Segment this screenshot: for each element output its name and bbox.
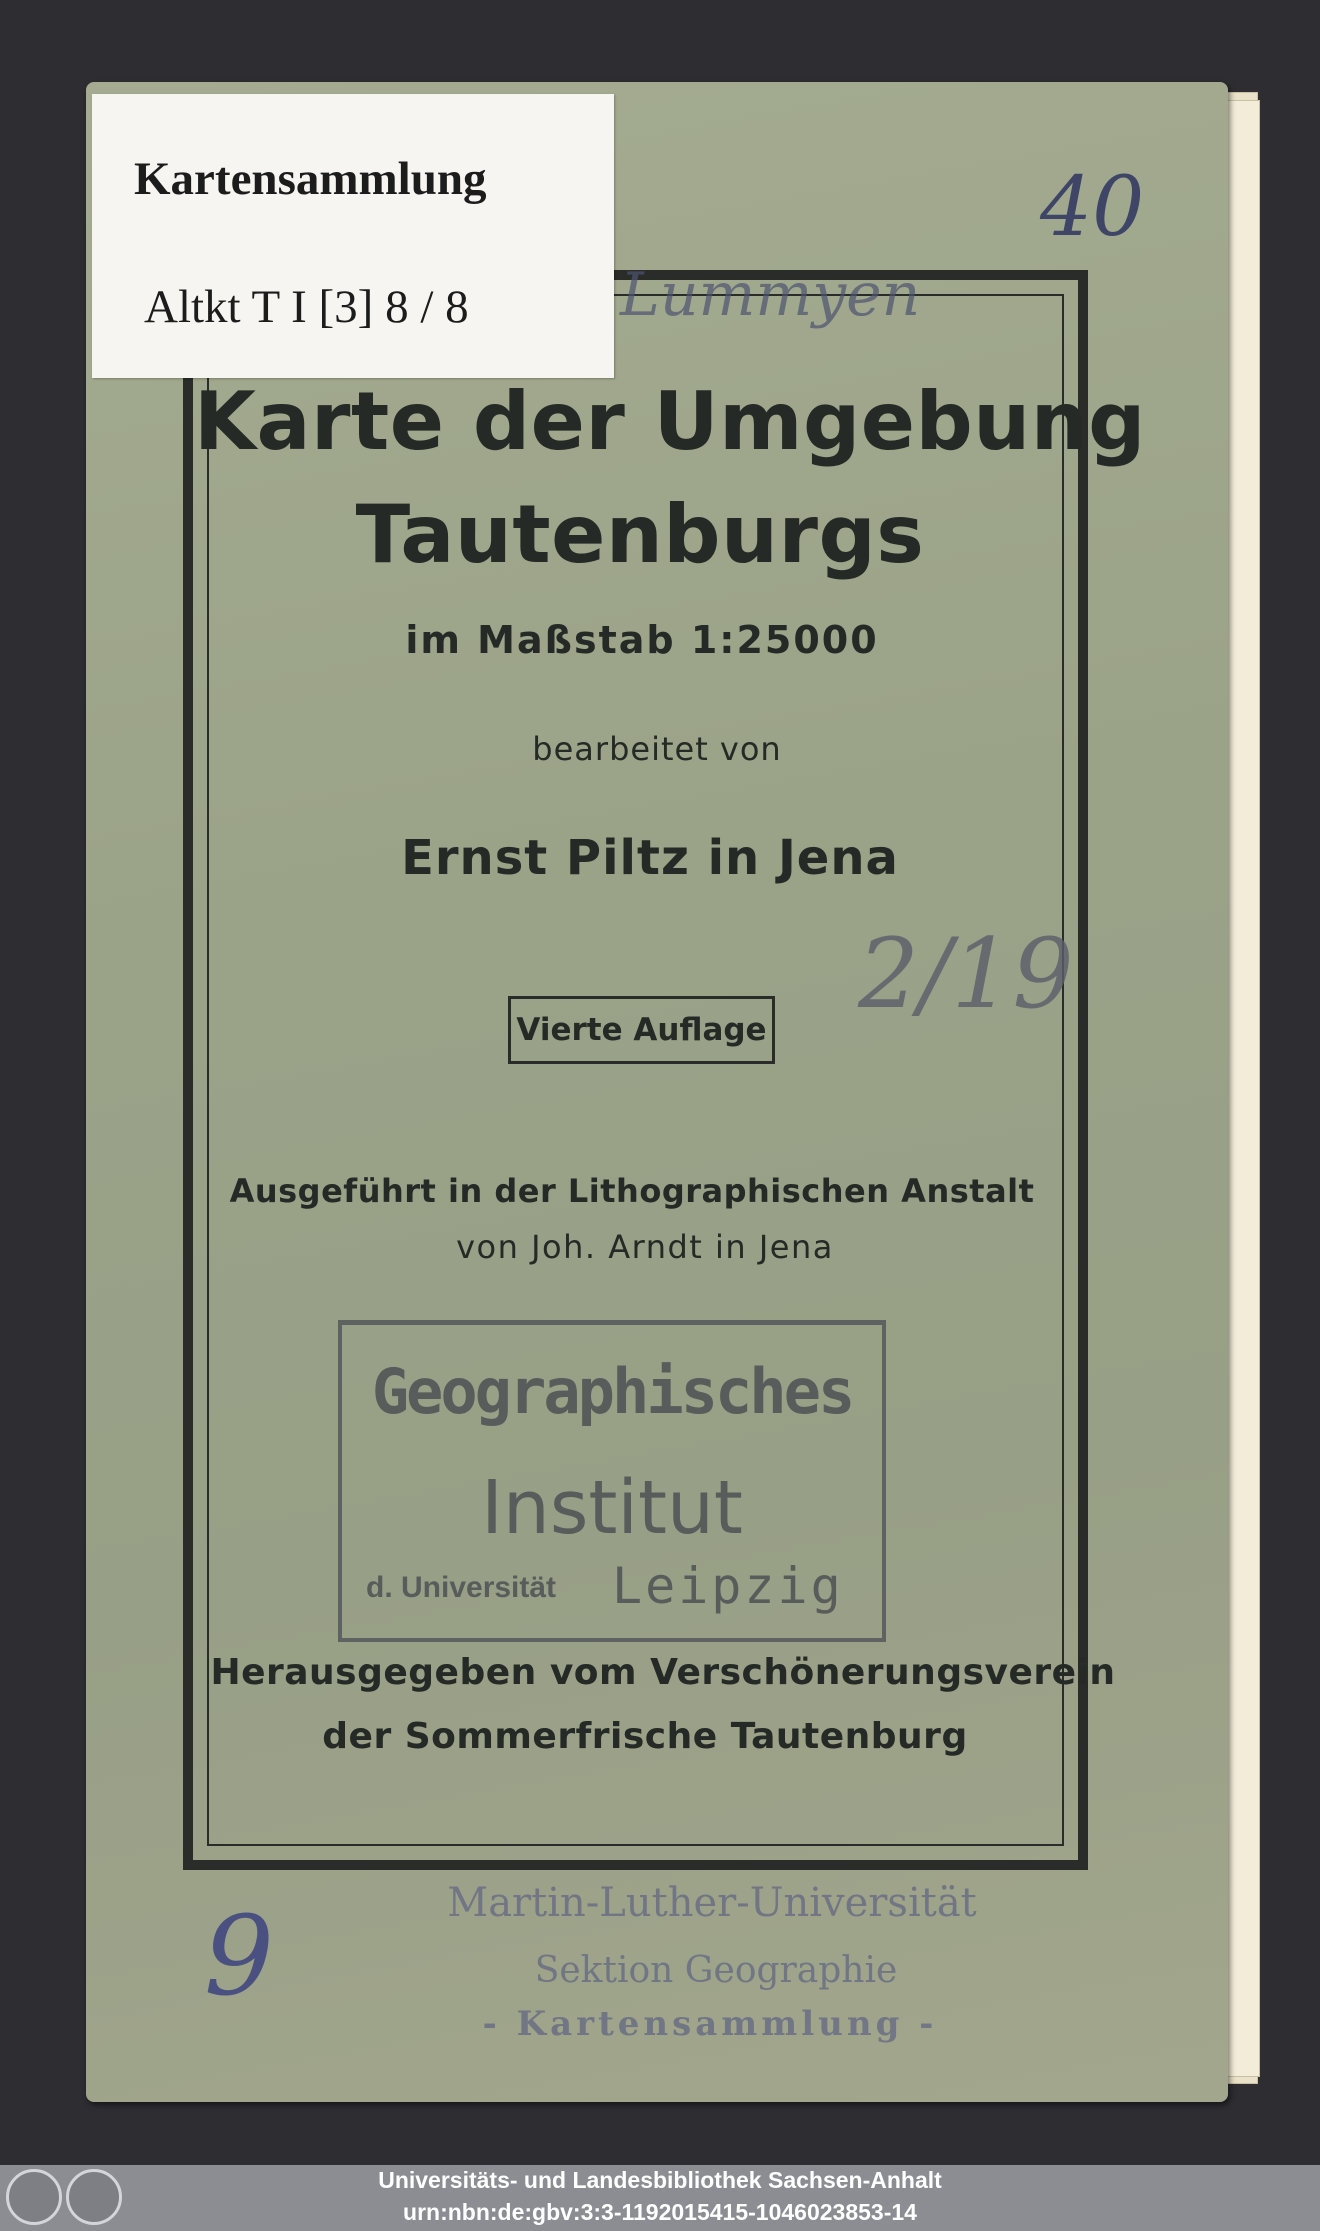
title-line-1: Karte der Umgebung (194, 375, 1146, 468)
institute-stamp-line-4: Leipzig (612, 1557, 844, 1615)
handwritten-number-top: 40 (1040, 160, 1145, 255)
university-stamp-line-2: Sektion Geographie (534, 1950, 898, 1991)
printer-line-1: Ausgeführt in der Lithographischen Anstalt (229, 1172, 1035, 1210)
university-stamp-line-1: Martin-Luther-Universität (447, 1880, 977, 1926)
title-line-2: Tautenburgs (355, 488, 925, 581)
handwritten-name: Lummyen (620, 260, 921, 330)
collection-label-signature: Altkt T I [3] 8 / 8 (144, 281, 469, 333)
edited-by-text: bearbeitet von (532, 730, 782, 768)
author-text: Ernst Piltz in Jena (401, 830, 899, 886)
handwritten-fraction: 2/19 (858, 918, 1074, 1030)
university-stamp-line-3: - Kartensammlung - (482, 2004, 938, 2044)
scale-text: im Maßstab 1:25000 (405, 618, 879, 662)
institute-stamp-line-3: d. Universität (366, 1571, 557, 1604)
library-footer (0, 2165, 1320, 2231)
footer-urn: urn:nbn:de:gbv:3:3-1192015415-1046023853-14 (403, 2199, 917, 2225)
publisher-line-2: der Sommerfrische Tautenburg (322, 1716, 968, 1757)
institute-stamp-line-2: Institut (481, 1465, 743, 1551)
printer-line-2: von Joh. Arndt in Jena (456, 1228, 834, 1266)
edition-box: Vierte Auflage (508, 996, 775, 1064)
publisher-line-1: Herausgegeben vom Verschönerungsverein (210, 1652, 1116, 1693)
handwritten-number-bottom: 9 (204, 1892, 274, 2020)
institute-stamp-line-1: Geographisches (371, 1355, 853, 1428)
institute-stamp (338, 1320, 886, 1642)
collection-label-title: Kartensammlung (134, 153, 487, 205)
collection-label (92, 94, 614, 378)
footer-library-name: Universitäts- und Landesbibliothek Sachsen-Anhalt (378, 2167, 942, 2193)
